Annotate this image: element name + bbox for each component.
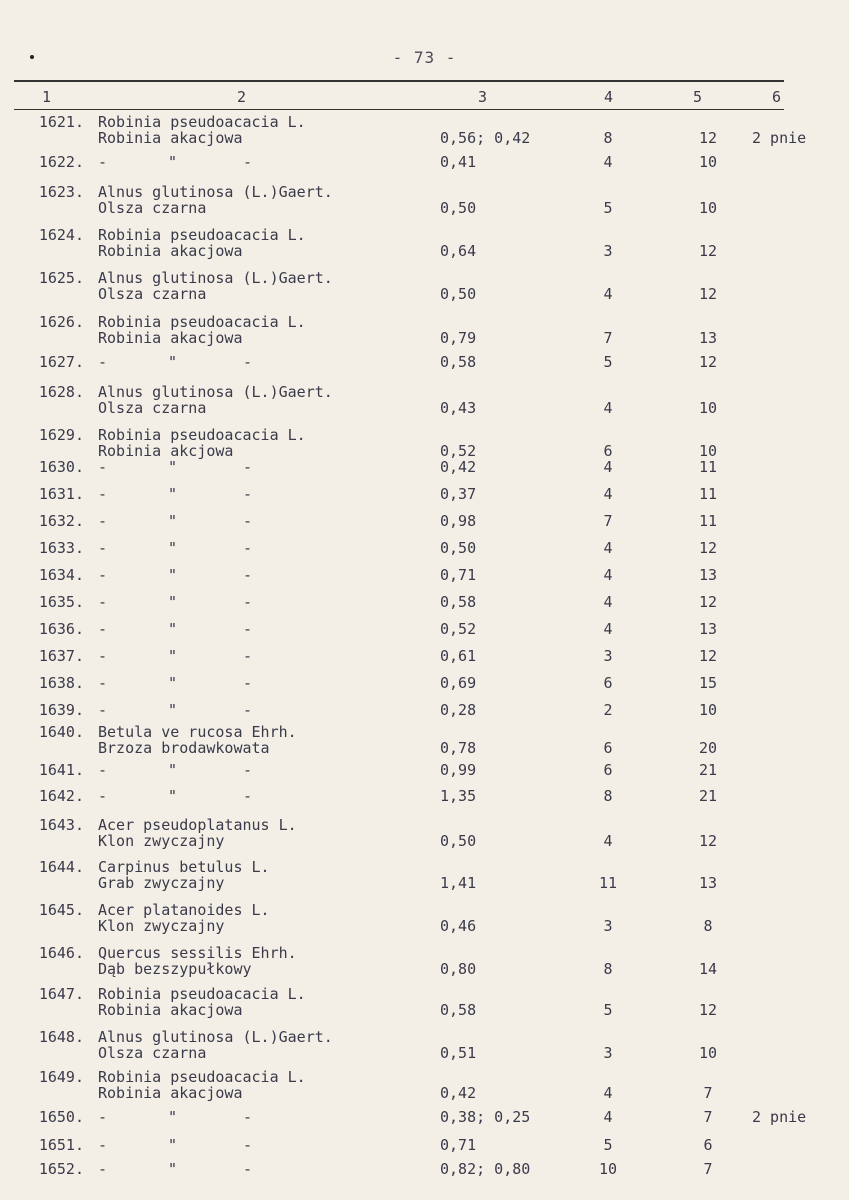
latin-name: Alnus glutinosa (L.)Gaert. xyxy=(98,269,333,287)
entry-number: 1629. xyxy=(38,426,84,444)
age-value: 4 xyxy=(603,566,613,584)
entry-number: 1633. xyxy=(38,539,84,557)
ditto-mark: " xyxy=(168,787,178,805)
species-name xyxy=(98,817,428,849)
ditto-mark: " xyxy=(168,701,178,719)
age-value: 5 xyxy=(603,1001,613,1019)
polish-name: Robinia akacjowa xyxy=(98,1084,243,1102)
height-value: 12 xyxy=(698,593,718,611)
diameter-value: 0,82; 0,80 xyxy=(440,1160,531,1178)
height-value: 10 xyxy=(698,442,718,460)
ditto-mark: " xyxy=(168,512,178,530)
entry-number: 1644. xyxy=(38,858,84,876)
header-rule-top xyxy=(14,80,784,82)
entry-number: 1635. xyxy=(38,593,84,611)
species-name xyxy=(98,859,428,891)
polish-name: Olsza czarna xyxy=(98,285,207,303)
polish-name: Dąb bezszypułkowy xyxy=(98,960,252,978)
entry-number: 1637. xyxy=(38,647,84,665)
polish-name: Robinia akacjowa xyxy=(98,1001,243,1019)
ditto-dash: - xyxy=(98,620,108,638)
diameter-value: 0,42 xyxy=(440,458,477,476)
height-value: 12 xyxy=(698,285,718,303)
height-value: 13 xyxy=(698,874,718,892)
ditto-dash: - xyxy=(243,566,253,584)
ditto-mark: " xyxy=(168,593,178,611)
age-value: 5 xyxy=(603,353,613,371)
height-value: 11 xyxy=(698,512,718,530)
polish-name: Olsza czarna xyxy=(98,399,207,417)
age-value: 2 xyxy=(603,701,613,719)
latin-name: Alnus glutinosa (L.)Gaert. xyxy=(98,183,333,201)
ditto-dash: - xyxy=(243,620,253,638)
height-value: 13 xyxy=(698,329,718,347)
entry-number: 1622. xyxy=(38,153,84,171)
entry-number: 1636. xyxy=(38,620,84,638)
age-value: 6 xyxy=(603,761,613,779)
height-value: 12 xyxy=(698,832,718,850)
species-name xyxy=(98,724,428,756)
diameter-value: 0,58 xyxy=(440,593,477,611)
diameter-value: 0,51 xyxy=(440,1044,477,1062)
height-value: 12 xyxy=(698,647,718,665)
entry-number: 1646. xyxy=(38,944,84,962)
polish-name: Brzoza brodawkowata xyxy=(98,739,270,757)
age-value: 6 xyxy=(603,739,613,757)
diameter-value: 0,79 xyxy=(440,329,477,347)
entry-number: 1628. xyxy=(38,383,84,401)
ditto-mark: " xyxy=(168,620,178,638)
diameter-value: 0,71 xyxy=(440,566,477,584)
diameter-value: 0,50 xyxy=(440,285,477,303)
height-value: 10 xyxy=(698,153,718,171)
age-value: 5 xyxy=(603,1136,613,1154)
diameter-value: 0,80 xyxy=(440,960,477,978)
ditto-dash: - xyxy=(98,1160,108,1178)
ditto-mark: " xyxy=(168,647,178,665)
entry-number: 1641. xyxy=(38,761,84,779)
column-header-4: 4 xyxy=(604,88,614,106)
latin-name: Acer pseudoplatanus L. xyxy=(98,816,297,834)
remarks: 2 pnie xyxy=(752,1108,807,1126)
ditto-dash: - xyxy=(98,761,108,779)
age-value: 3 xyxy=(603,242,613,260)
age-value: 6 xyxy=(603,674,613,692)
diameter-value: 0,58 xyxy=(440,1001,477,1019)
height-value: 14 xyxy=(698,960,718,978)
diameter-value: 0,50 xyxy=(440,832,477,850)
height-value: 10 xyxy=(698,1044,718,1062)
age-value: 11 xyxy=(598,874,618,892)
age-value: 7 xyxy=(603,329,613,347)
ditto-dash: - xyxy=(243,1108,253,1126)
height-value: 11 xyxy=(698,458,718,476)
entry-number: 1648. xyxy=(38,1028,84,1046)
age-value: 3 xyxy=(603,1044,613,1062)
entry-number: 1650. xyxy=(38,1108,84,1126)
entry-number: 1652. xyxy=(38,1160,84,1178)
species-name xyxy=(98,270,428,302)
polish-name: Robinia akacjowa xyxy=(98,242,243,260)
ditto-dash: - xyxy=(98,566,108,584)
diameter-value: 0,78 xyxy=(440,739,477,757)
height-value: 12 xyxy=(698,539,718,557)
ditto-dash: - xyxy=(243,787,253,805)
height-value: 21 xyxy=(698,761,718,779)
column-header-3: 3 xyxy=(478,88,488,106)
diameter-value: 0,46 xyxy=(440,917,477,935)
entry-number: 1651. xyxy=(38,1136,84,1154)
height-value: 8 xyxy=(703,917,713,935)
age-value: 4 xyxy=(603,485,613,503)
height-value: 7 xyxy=(703,1108,713,1126)
entry-number: 1638. xyxy=(38,674,84,692)
diameter-value: 0,41 xyxy=(440,153,477,171)
age-value: 4 xyxy=(603,1108,613,1126)
latin-name: Quercus sessilis Ehrh. xyxy=(98,944,297,962)
height-value: 7 xyxy=(703,1160,713,1178)
polish-name: Olsza czarna xyxy=(98,199,207,217)
height-value: 20 xyxy=(698,739,718,757)
species-name xyxy=(98,384,428,416)
column-header-5: 5 xyxy=(693,88,703,106)
height-value: 10 xyxy=(698,199,718,217)
age-value: 4 xyxy=(603,593,613,611)
latin-name: Carpinus betulus L. xyxy=(98,858,270,876)
ditto-dash: - xyxy=(243,1160,253,1178)
ditto-dash: - xyxy=(243,485,253,503)
latin-name: Robinia pseudoacacia L. xyxy=(98,226,306,244)
height-value: 10 xyxy=(698,399,718,417)
latin-name: Robinia pseudoacacia L. xyxy=(98,985,306,1003)
diameter-value: 1,35 xyxy=(440,787,477,805)
entry-number: 1640. xyxy=(38,723,84,741)
latin-name: Alnus glutinosa (L.)Gaert. xyxy=(98,1028,333,1046)
ditto-mark: " xyxy=(168,458,178,476)
age-value: 4 xyxy=(603,458,613,476)
diameter-value: 0,43 xyxy=(440,399,477,417)
age-value: 7 xyxy=(603,512,613,530)
diameter-value: 0,98 xyxy=(440,512,477,530)
age-value: 6 xyxy=(603,442,613,460)
age-value: 4 xyxy=(603,620,613,638)
age-value: 8 xyxy=(603,787,613,805)
height-value: 12 xyxy=(698,1001,718,1019)
entry-number: 1625. xyxy=(38,269,84,287)
age-value: 4 xyxy=(603,285,613,303)
height-value: 13 xyxy=(698,566,718,584)
entry-number: 1627. xyxy=(38,353,84,371)
ditto-dash: - xyxy=(98,674,108,692)
height-value: 7 xyxy=(703,1084,713,1102)
ditto-dash: - xyxy=(98,701,108,719)
diameter-value: 0,50 xyxy=(440,199,477,217)
ditto-mark: " xyxy=(168,674,178,692)
diameter-value: 0,37 xyxy=(440,485,477,503)
latin-name: Acer platanoides L. xyxy=(98,901,270,919)
ditto-dash: - xyxy=(243,539,253,557)
diameter-value: 0,61 xyxy=(440,647,477,665)
age-value: 3 xyxy=(603,647,613,665)
entry-number: 1621. xyxy=(38,113,84,131)
column-header-6: 6 xyxy=(772,88,782,106)
species-name xyxy=(98,114,428,146)
diameter-value: 0,50 xyxy=(440,539,477,557)
height-value: 6 xyxy=(703,1136,713,1154)
latin-name: Robinia pseudoacacia L. xyxy=(98,1068,306,1086)
remarks: 2 pnie xyxy=(752,129,807,147)
age-value: 8 xyxy=(603,129,613,147)
height-value: 12 xyxy=(698,129,718,147)
entry-number: 1632. xyxy=(38,512,84,530)
polish-name: Klon zwyczajny xyxy=(98,917,225,935)
ditto-dash: - xyxy=(98,512,108,530)
entry-number: 1642. xyxy=(38,787,84,805)
ditto-dash: - xyxy=(98,787,108,805)
ditto-dash: - xyxy=(243,153,253,171)
height-value: 21 xyxy=(698,787,718,805)
diameter-value: 0,64 xyxy=(440,242,477,260)
diameter-value: 0,56; 0,42 xyxy=(440,129,531,147)
latin-name: Betula ve rucosa Ehrh. xyxy=(98,723,297,741)
latin-name: Alnus glutinosa (L.)Gaert. xyxy=(98,383,333,401)
entry-number: 1624. xyxy=(38,226,84,244)
ditto-mark: " xyxy=(168,1108,178,1126)
species-name xyxy=(98,184,428,216)
entry-number: 1626. xyxy=(38,313,84,331)
entry-number: 1634. xyxy=(38,566,84,584)
age-value: 5 xyxy=(603,199,613,217)
ditto-dash: - xyxy=(98,353,108,371)
ditto-dash: - xyxy=(243,353,253,371)
age-value: 4 xyxy=(603,1084,613,1102)
polish-name: Olsza czarna xyxy=(98,1044,207,1062)
ditto-dash: - xyxy=(98,647,108,665)
species-name xyxy=(98,1029,428,1061)
ditto-dash: - xyxy=(98,593,108,611)
age-value: 10 xyxy=(598,1160,618,1178)
diameter-value: 0,52 xyxy=(440,620,477,638)
ditto-mark: " xyxy=(168,1136,178,1154)
age-value: 8 xyxy=(603,960,613,978)
polish-name: Robinia akacjowa xyxy=(98,329,243,347)
height-value: 10 xyxy=(698,701,718,719)
column-header-2: 2 xyxy=(237,88,247,106)
diameter-value: 0,99 xyxy=(440,761,477,779)
ditto-dash: - xyxy=(98,1136,108,1154)
diameter-value: 1,41 xyxy=(440,874,477,892)
header-rule-bottom xyxy=(14,109,784,110)
diameter-value: 0,58 xyxy=(440,353,477,371)
species-name xyxy=(98,1069,428,1101)
ditto-dash: - xyxy=(243,701,253,719)
height-value: 11 xyxy=(698,485,718,503)
entry-number: 1639. xyxy=(38,701,84,719)
ditto-mark: " xyxy=(168,566,178,584)
entry-number: 1645. xyxy=(38,901,84,919)
ditto-dash: - xyxy=(243,1136,253,1154)
ditto-dash: - xyxy=(243,761,253,779)
ditto-mark: " xyxy=(168,1160,178,1178)
page-number: - 73 - xyxy=(392,48,457,67)
latin-name: Robinia pseudoacacia L. xyxy=(98,113,306,131)
diameter-value: 0,28 xyxy=(440,701,477,719)
ditto-dash: - xyxy=(98,539,108,557)
ditto-mark: " xyxy=(168,485,178,503)
species-name xyxy=(98,427,428,459)
polish-name: Robinia akacjowa xyxy=(98,129,243,147)
species-name xyxy=(98,902,428,934)
entry-number: 1630. xyxy=(38,458,84,476)
entry-number: 1647. xyxy=(38,985,84,1003)
age-value: 4 xyxy=(603,399,613,417)
age-value: 4 xyxy=(603,153,613,171)
entry-number: 1631. xyxy=(38,485,84,503)
entry-number: 1643. xyxy=(38,816,84,834)
column-header-1: 1 xyxy=(42,88,52,106)
diameter-value: 0,38; 0,25 xyxy=(440,1108,531,1126)
ditto-dash: - xyxy=(98,153,108,171)
diameter-value: 0,52 xyxy=(440,442,477,460)
diameter-value: 0,71 xyxy=(440,1136,477,1154)
ditto-dash: - xyxy=(243,647,253,665)
ditto-mark: " xyxy=(168,761,178,779)
height-value: 12 xyxy=(698,353,718,371)
diameter-value: 0,42 xyxy=(440,1084,477,1102)
ditto-dash: - xyxy=(243,593,253,611)
height-value: 12 xyxy=(698,242,718,260)
polish-name: Grab zwyczajny xyxy=(98,874,225,892)
latin-name: Robinia pseudoacacia L. xyxy=(98,313,306,331)
age-value: 3 xyxy=(603,917,613,935)
height-value: 15 xyxy=(698,674,718,692)
height-value: 13 xyxy=(698,620,718,638)
ditto-mark: " xyxy=(168,353,178,371)
ditto-dash: - xyxy=(243,458,253,476)
age-value: 4 xyxy=(603,539,613,557)
species-name xyxy=(98,227,428,259)
entry-number: 1649. xyxy=(38,1068,84,1086)
diameter-value: 0,69 xyxy=(440,674,477,692)
ditto-dash: - xyxy=(98,485,108,503)
polish-name: Robinia akcjowa xyxy=(98,442,234,460)
ditto-dash: - xyxy=(243,674,253,692)
ditto-dash: - xyxy=(98,1108,108,1126)
entry-number: 1623. xyxy=(38,183,84,201)
latin-name: Robinia pseudoacacia L. xyxy=(98,426,306,444)
species-name xyxy=(98,986,428,1018)
species-name xyxy=(98,945,428,977)
ditto-mark: " xyxy=(168,539,178,557)
ditto-mark: " xyxy=(168,153,178,171)
species-name xyxy=(98,314,428,346)
age-value: 4 xyxy=(603,832,613,850)
ditto-dash: - xyxy=(243,512,253,530)
ditto-dash: - xyxy=(98,458,108,476)
polish-name: Klon zwyczajny xyxy=(98,832,225,850)
